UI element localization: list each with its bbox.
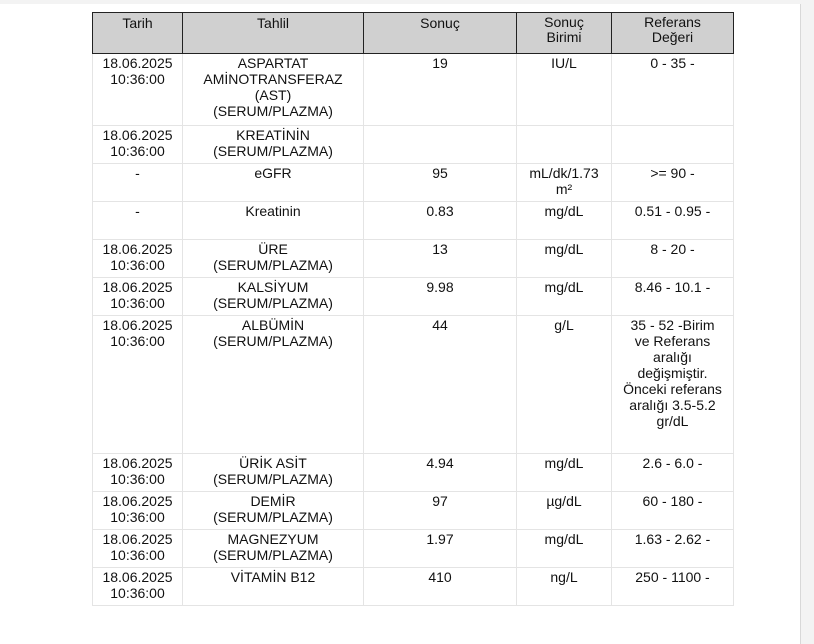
row-test: MAGNEZYUM (SERUM/PLAZMA)	[183, 530, 364, 568]
row-reference: 0.51 - 0.95 -	[612, 202, 734, 240]
row-result: 0.83	[364, 202, 517, 240]
row-unit: µg/dL	[517, 492, 612, 530]
document-page	[0, 4, 801, 644]
header-test: Tahlil	[183, 13, 364, 54]
lab-results-table	[92, 12, 734, 606]
header-result: Sonuç	[364, 13, 517, 54]
row-reference: 250 - 1100 -	[612, 568, 734, 606]
row-test: eGFR	[183, 164, 364, 202]
row-reference: >= 90 -	[612, 164, 734, 202]
row-date: -	[93, 202, 183, 240]
row-result: 19	[364, 54, 517, 126]
row-date: 18.06.2025 10:36:00	[93, 54, 183, 126]
table-row	[93, 568, 734, 606]
row-unit: mg/dL	[517, 278, 612, 316]
row-result: 97	[364, 492, 517, 530]
row-test: DEMİR (SERUM/PLAZMA)	[183, 492, 364, 530]
row-result: 1.97	[364, 530, 517, 568]
row-test: ÜRE (SERUM/PLAZMA)	[183, 240, 364, 278]
table-row	[93, 530, 734, 568]
row-unit: g/L	[517, 316, 612, 454]
row-unit: mg/dL	[517, 240, 612, 278]
row-test: Kreatinin	[183, 202, 364, 240]
row-reference: 0 - 35 -	[612, 54, 734, 126]
table-row	[93, 454, 734, 492]
row-date: 18.06.2025 10:36:00	[93, 240, 183, 278]
row-date: 18.06.2025 10:36:00	[93, 492, 183, 530]
table-row	[93, 164, 734, 202]
row-test: ÜRİK ASİT (SERUM/PLAZMA)	[183, 454, 364, 492]
row-date: 18.06.2025 10:36:00	[93, 530, 183, 568]
table-row	[93, 54, 734, 126]
table-row	[93, 126, 734, 164]
row-test: ASPARTAT AMİNOTRANSFERAZ (AST) (SERUM/PLAZMA)	[183, 54, 364, 126]
row-date: 18.06.2025 10:36:00	[93, 126, 183, 164]
row-result	[364, 126, 517, 164]
header-date: Tarih	[93, 13, 183, 54]
row-result: 13	[364, 240, 517, 278]
row-reference: 2.6 - 6.0 -	[612, 454, 734, 492]
row-reference: 35 - 52 -Birim ve Referans aralığı değişmiştir. Önceki referans aralığı 3.5-5.2 gr/dL	[612, 316, 734, 454]
table-row	[93, 492, 734, 530]
row-result: 410	[364, 568, 517, 606]
header-row	[93, 13, 734, 54]
row-reference: 8.46 - 10.1 -	[612, 278, 734, 316]
row-result: 9.98	[364, 278, 517, 316]
row-unit: mg/dL	[517, 454, 612, 492]
row-result: 44	[364, 316, 517, 454]
row-date: -	[93, 164, 183, 202]
row-unit: ng/L	[517, 568, 612, 606]
row-result: 4.94	[364, 454, 517, 492]
row-test: KALSİYUM (SERUM/PLAZMA)	[183, 278, 364, 316]
row-date: 18.06.2025 10:36:00	[93, 568, 183, 606]
row-reference: 60 - 180 -	[612, 492, 734, 530]
row-date: 18.06.2025 10:36:00	[93, 316, 183, 454]
row-reference	[612, 126, 734, 164]
row-date: 18.06.2025 10:36:00	[93, 454, 183, 492]
row-unit: mg/dL	[517, 202, 612, 240]
row-test: VİTAMİN B12	[183, 568, 364, 606]
row-unit	[517, 126, 612, 164]
table-row	[93, 316, 734, 454]
row-test: KREATİNİN (SERUM/PLAZMA)	[183, 126, 364, 164]
row-result: 95	[364, 164, 517, 202]
table-row	[93, 202, 734, 240]
header-unit: Sonuç Birimi	[517, 13, 612, 54]
row-test: ALBÜMİN (SERUM/PLAZMA)	[183, 316, 364, 454]
row-unit: mg/dL	[517, 530, 612, 568]
table-row	[93, 278, 734, 316]
row-reference: 1.63 - 2.62 -	[612, 530, 734, 568]
row-unit: mL/dk/1.73 m²	[517, 164, 612, 202]
header-reference: Referans Değeri	[612, 13, 734, 54]
row-date: 18.06.2025 10:36:00	[93, 278, 183, 316]
table-row	[93, 240, 734, 278]
row-reference: 8 - 20 -	[612, 240, 734, 278]
row-unit: IU/L	[517, 54, 612, 126]
